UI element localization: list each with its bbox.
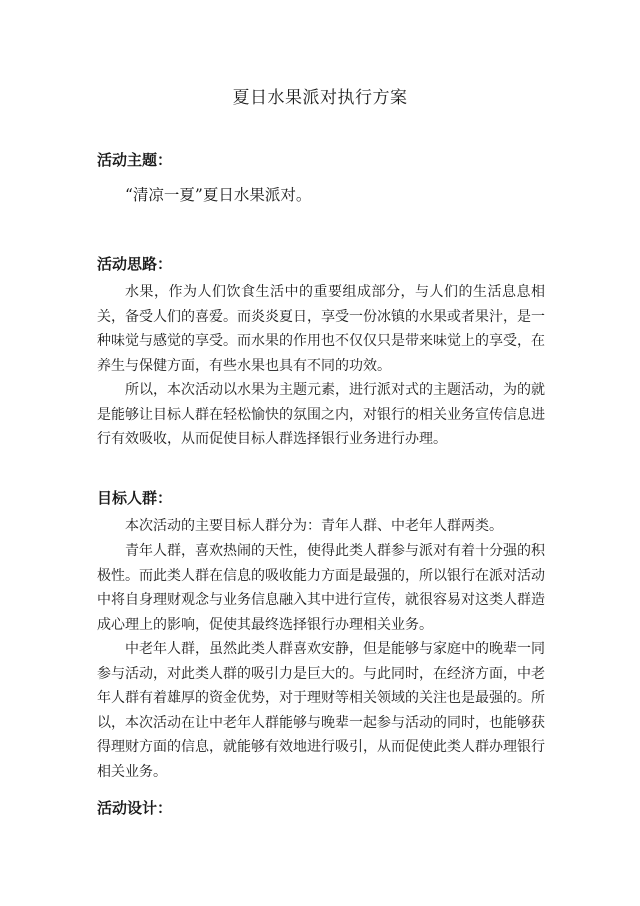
section-heading-target: 目标人群： (97, 489, 173, 507)
target-paragraph-1: 本次活动的主要目标人群分为：青年人群、中老年人群两类。 (125, 518, 503, 534)
target-paragraph-3: 中老年人群，虽然此类人群喜欢安静，但是能够与家庭中的晚辈一同参与活动，对此类人群的吸引力是巨大的。与此同时，在经济方面，中老年人群有着雄厚的资金优势，对于理财等相关领域的关注也是最强的。所以，本次活动在让中老年人群能够与晚辈一起参与活动的同时，也能够获得理财方面的信息，就能够有效地进行吸引，从而促使此类人群办理银行相关业务。 (97, 641, 545, 780)
document-title: 夏日水果派对执行方案 (232, 88, 408, 108)
idea-paragraph-2: 所以，本次活动以水果为主题元素，进行派对式的主题活动，为的就是能够让目标人群在轻松愉快的氛围之内，对银行的相关业务宣传信息进行有效吸收，从而促使目标人群选择银行业务进行办理。 (97, 382, 545, 447)
theme-text: “清凉一夏”夏日水果派对。 (125, 186, 312, 204)
idea-paragraph-1: 水果，作为人们饮食生活中的重要组成部分，与人们的生活息息相关，备受人们的喜爱。而炎炎夏日，享受一份冰镇的水果或者果汁，是一种味觉与感觉的享受。而水果的作用也不仅仅只是带来味觉上的享受，在养生与保健方面，有些水果也具有不同的功效。 (97, 284, 545, 374)
section-heading-theme: 活动主题： (97, 151, 173, 169)
target-paragraph-2: 青年人群，喜欢热闹的天性，使得此类人群参与派对有着十分强的积极性。而此类人群在信息的吸收能力方面是最强的，所以银行在派对活动中将自身理财观念与业务信息融入其中进行宣传，就很容易对这类人群造成心理上的影响，促使其最终选择银行办理相关业务。 (97, 543, 545, 633)
section-heading-design: 活动设计： (97, 799, 173, 817)
section-heading-idea: 活动思路： (97, 255, 173, 273)
